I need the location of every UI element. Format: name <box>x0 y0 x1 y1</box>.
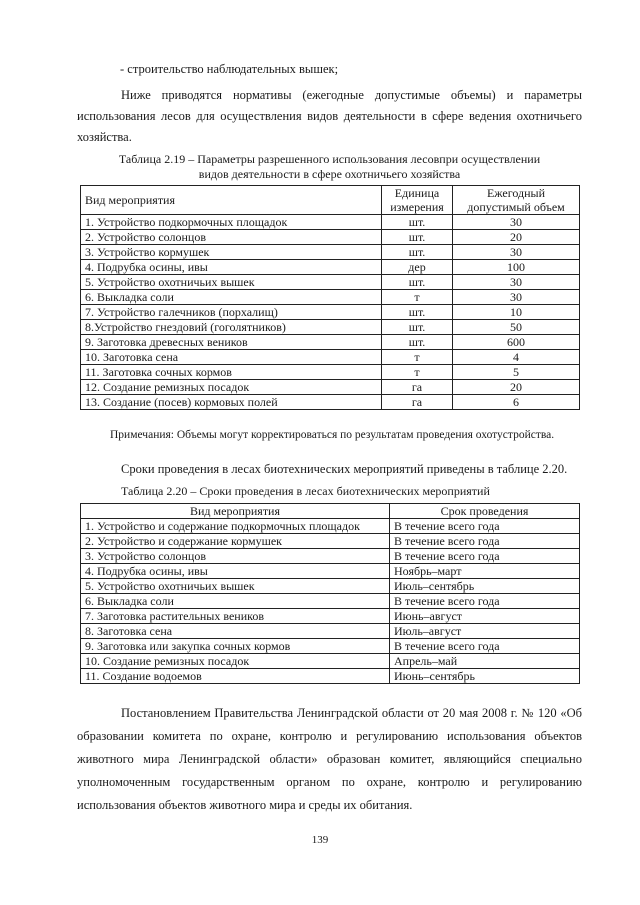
table-cell: В течение всего года <box>390 639 580 654</box>
table-cell: Ноябрь–март <box>390 564 580 579</box>
table-row <box>81 624 580 639</box>
table-row <box>81 260 580 275</box>
table-cell: 5. Устройство охотничьих вышек <box>81 275 382 290</box>
table-row <box>81 669 580 684</box>
table-cell: 20 <box>453 230 580 245</box>
table-cell: 5 <box>453 365 580 380</box>
table-cell: 7. Устройство галечников (порхалищ) <box>81 305 382 320</box>
table-cell: 6 <box>453 395 580 410</box>
table-cell: 20 <box>453 380 580 395</box>
table-cell: 8.Устройство гнездовий (гоголятников) <box>81 320 382 335</box>
table-row <box>81 305 580 320</box>
table-cell: 10 <box>453 305 580 320</box>
table-cell: 4 <box>453 350 580 365</box>
paragraph-3: Постановлением Правительства Ленинградской области от 20 мая 2008 г. № 120 «Об образовании комитета по охране, контролю и регулированию использования объектов животного мира Ленинградской области» образован комитет, являющийся специально уполномоченным государственным органом по охране, контролю и регулированию использования объектов животного мира и среды их обитания. <box>77 706 582 812</box>
table-cell: шт. <box>382 245 453 260</box>
table-cell: 10. Заготовка сена <box>81 350 382 365</box>
paragraph-1: Ниже приводятся нормативы (ежегодные допустимые объемы) и параметры использования лесов для осуществления видов деятельности в сфере ведения охотничьего хозяйства. <box>77 88 582 144</box>
table-row <box>81 380 580 395</box>
header-period: Срок проведения <box>390 504 580 519</box>
table-cell: В течение всего года <box>390 519 580 534</box>
table-cell: 30 <box>453 275 580 290</box>
table-cell: шт. <box>382 215 453 230</box>
table-cell: 1. Устройство и содержание подкормочных площадок <box>81 519 390 534</box>
table-header-row <box>81 504 580 519</box>
table-row <box>81 290 580 305</box>
table-cell: 50 <box>453 320 580 335</box>
table-cell: 2. Устройство солонцов <box>81 230 382 245</box>
header-unit: Единица измерения <box>382 186 453 215</box>
table-cell: 12. Создание ремизных посадок <box>81 380 382 395</box>
table-cell: 6. Выкладка соли <box>81 594 390 609</box>
table-2-19-caption <box>77 152 582 182</box>
table-row <box>81 215 580 230</box>
table-cell: 30 <box>453 245 580 260</box>
table-row <box>81 609 580 624</box>
table-cell: Июнь–август <box>390 609 580 624</box>
table-cell: 8. Заготовка сена <box>81 624 390 639</box>
table-row <box>81 564 580 579</box>
table-2-20 <box>80 503 580 684</box>
table-cell: га <box>382 380 453 395</box>
table-row <box>81 654 580 669</box>
table-cell: 30 <box>453 290 580 305</box>
table-cell: 3. Устройство кормушек <box>81 245 382 260</box>
table-cell: 100 <box>453 260 580 275</box>
table-cell: Июль–август <box>390 624 580 639</box>
page-number: 139 <box>311 834 329 846</box>
paragraph-2: Сроки проведения в лесах биотехнических мероприятий приведены в таблице 2.20. <box>121 462 568 476</box>
table-cell: 9. Заготовка древесных веников <box>81 335 382 350</box>
table-row <box>81 395 580 410</box>
table-cell: 6. Выкладка соли <box>81 290 382 305</box>
table-cell: 600 <box>453 335 580 350</box>
table-2-19-caption-line-1: Таблица 2.19 – Параметры разрешенного использования лесовпри осуществлении <box>118 152 541 166</box>
table-cell: т <box>382 290 453 305</box>
table-row <box>81 275 580 290</box>
table-cell: шт. <box>382 275 453 290</box>
table-2-19-body <box>81 215 580 410</box>
table-row <box>81 335 580 350</box>
table-cell: шт. <box>382 305 453 320</box>
table-row <box>81 579 580 594</box>
table-2-19 <box>80 185 580 410</box>
table-cell: Июль–сентябрь <box>390 579 580 594</box>
header-activity: Вид мероприятия <box>81 186 382 215</box>
table-cell: 5. Устройство охотничьих вышек <box>81 579 390 594</box>
table-2-20-caption: Таблица 2.20 – Сроки проведения в лесах биотехнических мероприятий <box>121 484 490 498</box>
table-cell: т <box>382 350 453 365</box>
table-cell: 3. Устройство солонцов <box>81 549 390 564</box>
table-row <box>81 245 580 260</box>
bullet-line: - строительство наблюдательных вышек; <box>120 62 339 76</box>
table-cell: шт. <box>382 320 453 335</box>
table-note: Примечания: Объемы могут корректироваться по результатам проведения охотустройства. <box>110 429 555 441</box>
table-row <box>81 639 580 654</box>
table-cell: дер <box>382 260 453 275</box>
table-cell: В течение всего года <box>390 549 580 564</box>
table-row <box>81 594 580 609</box>
table-cell: Июнь–сентябрь <box>390 669 580 684</box>
table-cell: 11. Заготовка сочных кормов <box>81 365 382 380</box>
table-cell: 4. Подрубка осины, ивы <box>81 260 382 275</box>
table-cell: В течение всего года <box>390 534 580 549</box>
table-cell: га <box>382 395 453 410</box>
table-cell: В течение всего года <box>390 594 580 609</box>
table-cell: 2. Устройство и содержание кормушек <box>81 534 390 549</box>
table-row <box>81 230 580 245</box>
table-cell: 11. Создание водоемов <box>81 669 390 684</box>
table-row <box>81 519 580 534</box>
table-row <box>81 365 580 380</box>
table-cell: 1. Устройство подкормочных площадок <box>81 215 382 230</box>
table-2-19-caption-line-2: видов деятельности в сфере охотничьего хозяйства <box>198 167 461 181</box>
table-row <box>81 549 580 564</box>
table-cell: 13. Создание (посев) кормовых полей <box>81 395 382 410</box>
table-cell: 30 <box>453 215 580 230</box>
table-2-20-body <box>81 519 580 684</box>
table-cell: 10. Создание ремизных посадок <box>81 654 390 669</box>
table-header-row <box>81 186 580 215</box>
table-cell: т <box>382 365 453 380</box>
table-cell: шт. <box>382 230 453 245</box>
table-cell: шт. <box>382 335 453 350</box>
table-row <box>81 350 580 365</box>
header-annual-volume: Ежегодный допустимый объем <box>453 186 580 215</box>
table-cell: Апрель–май <box>390 654 580 669</box>
table-cell: 7. Заготовка растительных веников <box>81 609 390 624</box>
table-row <box>81 320 580 335</box>
header-activity: Вид мероприятия <box>81 504 390 519</box>
table-cell: 4. Подрубка осины, ивы <box>81 564 390 579</box>
table-cell: 9. Заготовка или закупка сочных кормов <box>81 639 390 654</box>
table-row <box>81 534 580 549</box>
